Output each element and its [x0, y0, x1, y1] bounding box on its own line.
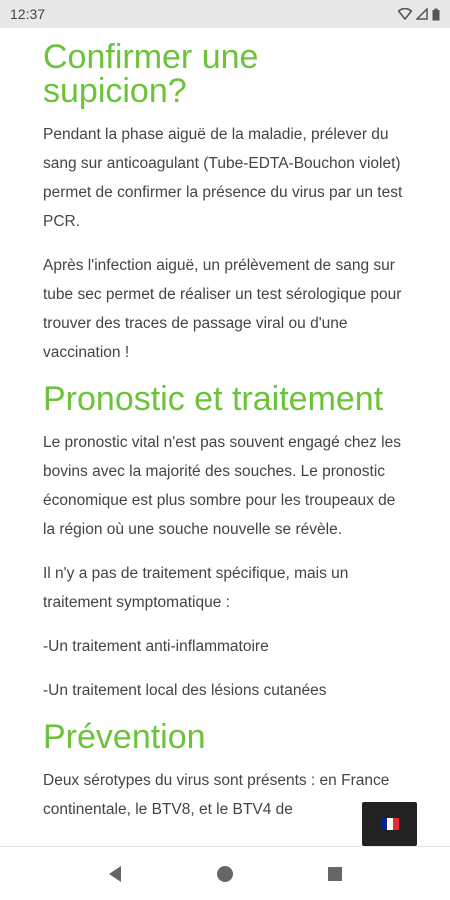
signal-icon: [416, 8, 428, 20]
paragraph: -Un traitement local des lésions cutanées: [43, 682, 327, 699]
home-button[interactable]: [210, 859, 240, 889]
language-button[interactable]: [362, 802, 417, 846]
paragraph: Après l'infection aiguë, un prélèvement de sang sur tube sec permet de réaliser un test sérologique pour trouver des traces de passage viral ou d'une vaccination !: [43, 257, 402, 361]
article-content: [0, 28, 450, 846]
french-flag-icon: [381, 818, 399, 830]
battery-icon: [432, 8, 440, 21]
home-icon: [216, 865, 234, 883]
paragraph: Pendant la phase aiguë de la maladie, prélever du sang sur anticoagulant (Tube-EDTA-Bouchon violet) permet de confirmer la présence du virus par un test PCR.: [43, 126, 403, 230]
section-heading-pronostic: Pronostic et traitement: [43, 380, 384, 418]
status-bar: [0, 0, 450, 28]
section-heading-confirmation: Confirmer une supicion?: [43, 38, 259, 110]
section-heading-prevention: Prévention: [43, 718, 206, 756]
wifi-icon: [398, 8, 412, 20]
recents-button[interactable]: [320, 859, 350, 889]
back-button[interactable]: [100, 859, 130, 889]
paragraph: Le pronostic vital n'est pas souvent engagé chez les bovins avec la majorité des souches. Le pronostic économique est plus sombre pour les troupeaux de la région où une souche nouvelle se révèle.: [43, 434, 401, 538]
paragraph: Il n'y a pas de traitement spécifique, mais un traitement symptomatique :: [43, 565, 349, 611]
recents-icon: [327, 866, 343, 882]
paragraph: Deux sérotypes du virus sont présents : en France continentale, le BTV8, et le BTV4 de: [43, 772, 390, 818]
navigation-bar: [0, 846, 450, 900]
paragraph: -Un traitement anti-inflammatoire: [43, 638, 269, 655]
back-icon: [107, 865, 123, 883]
status-icons: [398, 8, 440, 21]
status-time: 12:37: [10, 6, 46, 22]
